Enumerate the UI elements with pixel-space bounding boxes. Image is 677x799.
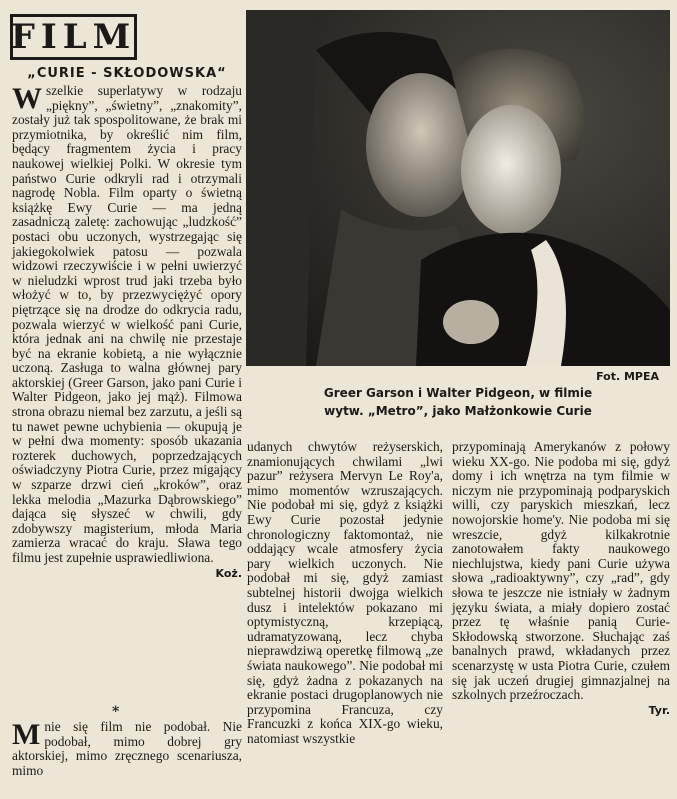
photo-credit: Fot. MPEA [596,370,659,383]
review-separator: * [112,704,120,720]
caption-line: wytw. „Metro”, jako Małżonkowie Curie [324,404,592,418]
dropcap: W [12,82,42,115]
review-one [12,84,242,581]
review-two-column-two [247,440,443,746]
article-title: „CURIE - SKŁODOWSKA“ [27,66,227,81]
section-title: FILM [10,17,137,57]
review-two-column-one [12,720,242,778]
review-two-text-part1: nie się film nie podobał. Nie podobał, mimo dobrej gry aktorskiej, mimo zręcznego scenariusza, mimo [12,719,242,778]
review-two-column-three [452,440,670,718]
review-two-text-part2: udanych chwytów reżyserskich, znamionujących chwilami „lwi pazur” reżysera Mervyn Le Roy'a, mimo momentów wzruszających. Nie podobał mi się, gdyż z książki Ewy Curie pozostał jedynie chronologiczny faktomontaż, nie oddający wcale atmosfery życia pary wielkich uczonych. Nie podobał mi się, gdyż zamiast subtelnej historii dwojga wielkich dusz i intelektów pokazano mi optymistyczną, krzepiącą, udramatyzowaną, lecz chyba nieprawdziwą operetkę filmową „ze świata naukowego”. Nie podobał mi się, gdyż żadna z pokazanych na ekranie postaci drugoplanowych nie przypomina Francuza, czy Francuzki z końca XIX-go wieku, natomiast wszystkie [247,439,443,746]
film-still-photo [246,10,670,366]
photo-caption [246,384,670,420]
section-header [10,14,137,60]
dropcap: M [12,718,41,751]
review-one-text: szelkie superlatywy w rodzaju „piękny”, „świetny”, „znakomity”, zostały już tak spospolitowane, że brak mi przymiotnika, by określić nim film, będący fragmentem życia i pracy naukowej wielkiej Polki. W okresie tym państwo Curie odkryli rad i otrzymali nagrodę Nobla. Film oparty o świetną książkę Ewy Curie — ma jedną zasadniczą zaletę: zachowując „ludzkość” postaci obu uczonych, wystrzegając się jakiegokolwiek patosu — pozwala widzowi rzeczywiście i w pełni uwierzyć w nieludzki wprost trud jaki trzeba było włożyć w to, by przezwyciężyć opory piętrzące się na drodze do odkrycia radu, pozwala wierzyć w wielkość pani Curie, która jednak ani na chwilę nie przestaje być na ekranie kobietą, a nie wyłącznie uczoną. Zasługa to walna głównej pary aktorskiej (Greer Garson, jako pani Curie i Walter Pidgeon, jako jej mąż). Filmowa strona obrazu niemal bez zarzutu, a jeśli są tu nawet pewne uchybienia — okupują je w pełni dwa momenty: sposób ukazania rozterek duchowych, poprzedzających oświadczyny Piotra Curie, przez migający w szparze drzwi cień „kroków”, oraz lekka melodia „Mazurka Dąbrowskiego” dająca się słyszeć w chwili, gdy zdobywszy magisterium, młoda Maria zamierza wracać do kraju. Sława tego filmu jest zupełnie usprawiedliwiona. [12,83,242,565]
film-still-image [246,10,670,366]
caption-line: Greer Garson i Walter Pidgeon, w filmie [323,386,593,400]
review-one-signature: Koż. [215,566,242,580]
review-two-text-part3: przypominają Amerykanów z połowy wieku XX-go. Nie podoba mi się, gdyż domy i ich wnętrza na tym filmie w niczym nie przypominają podparyskich willi, czy paryskich mieszkań, lecz nowojorskie home'y. Nie podoba mi się wreszcie, gdyż kilkakrotnie zanotowałem fakty naukowego niechlujstwa, kiedy pani Curie używa słowa „radioaktywny”, czy „rad”, gdy słowa te jeszcze nie istniały w żadnym języku świata, a miały dopiero zostać przez tę właśnie panią Curie-Skłodowską stworzone. Słuchając zaś banalnych prawd, wkładanych przez scenarzystę w usta Piotra Curie, czułem się jak uczeń drugiej gimnazjalnej na szkolnych przeźroczach. [452,439,670,703]
review-two-signature: Tyr. [648,703,670,717]
